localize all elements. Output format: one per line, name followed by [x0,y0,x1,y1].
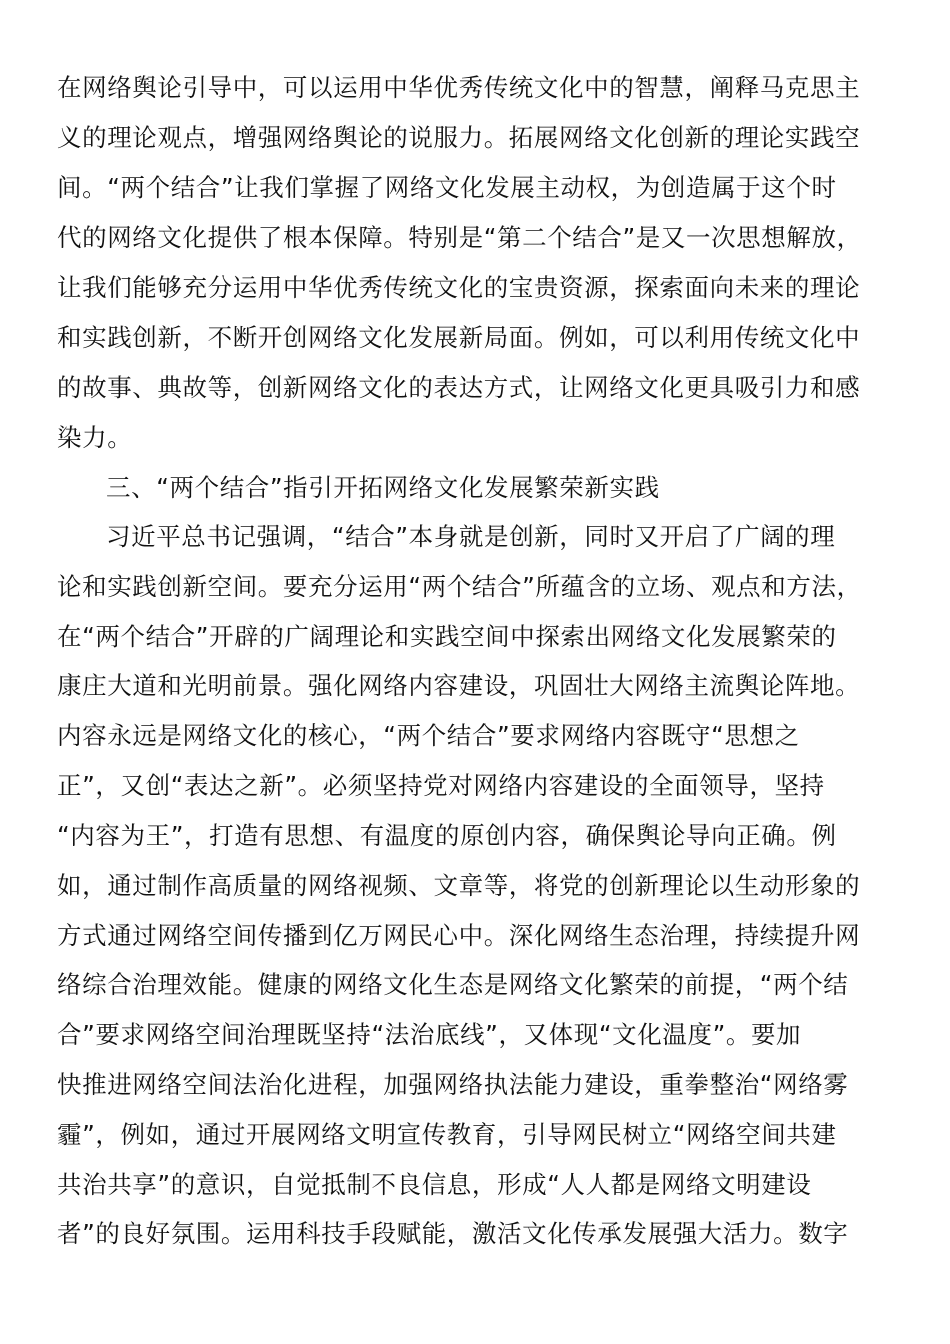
text-line: 方式通过网络空间传播到亿万网民心中。深化网络生态治理，持续提升网 [57,921,861,950]
text-line: 如，通过制作高质量的网络视频、文章等，将党的创新理论以生动形象的 [57,871,861,900]
text-line: 和实践创新，不断开创网络文化发展新局面。例如，可以利用传统文化中 [57,323,861,352]
text-line: 染力。 [57,423,133,452]
text-line: 共治共享”的意识，自觉抵制不良信息，形成“人人都是网络文明建设 [57,1170,812,1199]
text-line: 正”，又创“表达之新”。必须坚持党对网络内容建设的全面领导，坚持 [57,771,825,800]
text-line: 在“两个结合”开辟的广阔理论和实践空间中探索出网络文化发展繁荣的 [57,622,837,651]
text-line: 内容永远是网络文化的核心，“两个结合”要求网络内容既守“思想之 [57,721,800,750]
text-line: 间。“两个结合”让我们掌握了网络文化发展主动权，为创造属于这个时 [57,173,837,202]
text-line: 习近平总书记强调，“结合”本身就是创新，同时又开启了广阔的理 [106,522,836,551]
text-line: 康庄大道和光明前景。强化网络内容建设，巩固壮大网络主流舆论阵地。 [57,671,861,700]
section-heading: 三、“两个结合”指引开拓网络文化发展繁荣新实践 [106,473,660,502]
text-line: 的故事、典故等，创新网络文化的表达方式，让网络文化更具吸引力和感 [57,373,861,402]
text-line: “内容为王”，打造有思想、有温度的原创内容，确保舆论导向正确。例 [57,821,837,850]
text-line: 霾”，例如，通过开展网络文明宣传教育，引导网民树立“网络空间共建 [57,1120,837,1149]
text-line: 合”要求网络空间治理既坚持“法治底线”，又体现“文化温度”。要加 [57,1020,802,1049]
text-line: 代的网络文化提供了根本保障。特别是“第二个结合”是又一次思想解放， [57,223,862,252]
text-line: 者”的良好氛围。运用科技手段赋能，激活文化传承发展强大活力。数字 [57,1219,849,1248]
text-line: 络综合治理效能。健康的网络文化生态是网络文化繁荣的前提，“两个结 [57,970,849,999]
text-line: 论和实践创新空间。要充分运用“两个结合”所蕴含的立场、观点和方法， [57,572,862,601]
text-line: 在网络舆论引导中，可以运用中华优秀传统文化中的智慧，阐释马克思主 [57,73,861,102]
text-line: 义的理论观点，增强网络舆论的说服力。拓展网络文化创新的理论实践空 [57,123,861,152]
text-line: 快推进网络空间法治化进程，加强网络执法能力建设，重拳整治“网络雾 [57,1070,849,1099]
text-line: 让我们能够充分运用中华优秀传统文化的宝贵资源，探索面向未来的理论 [57,273,861,302]
